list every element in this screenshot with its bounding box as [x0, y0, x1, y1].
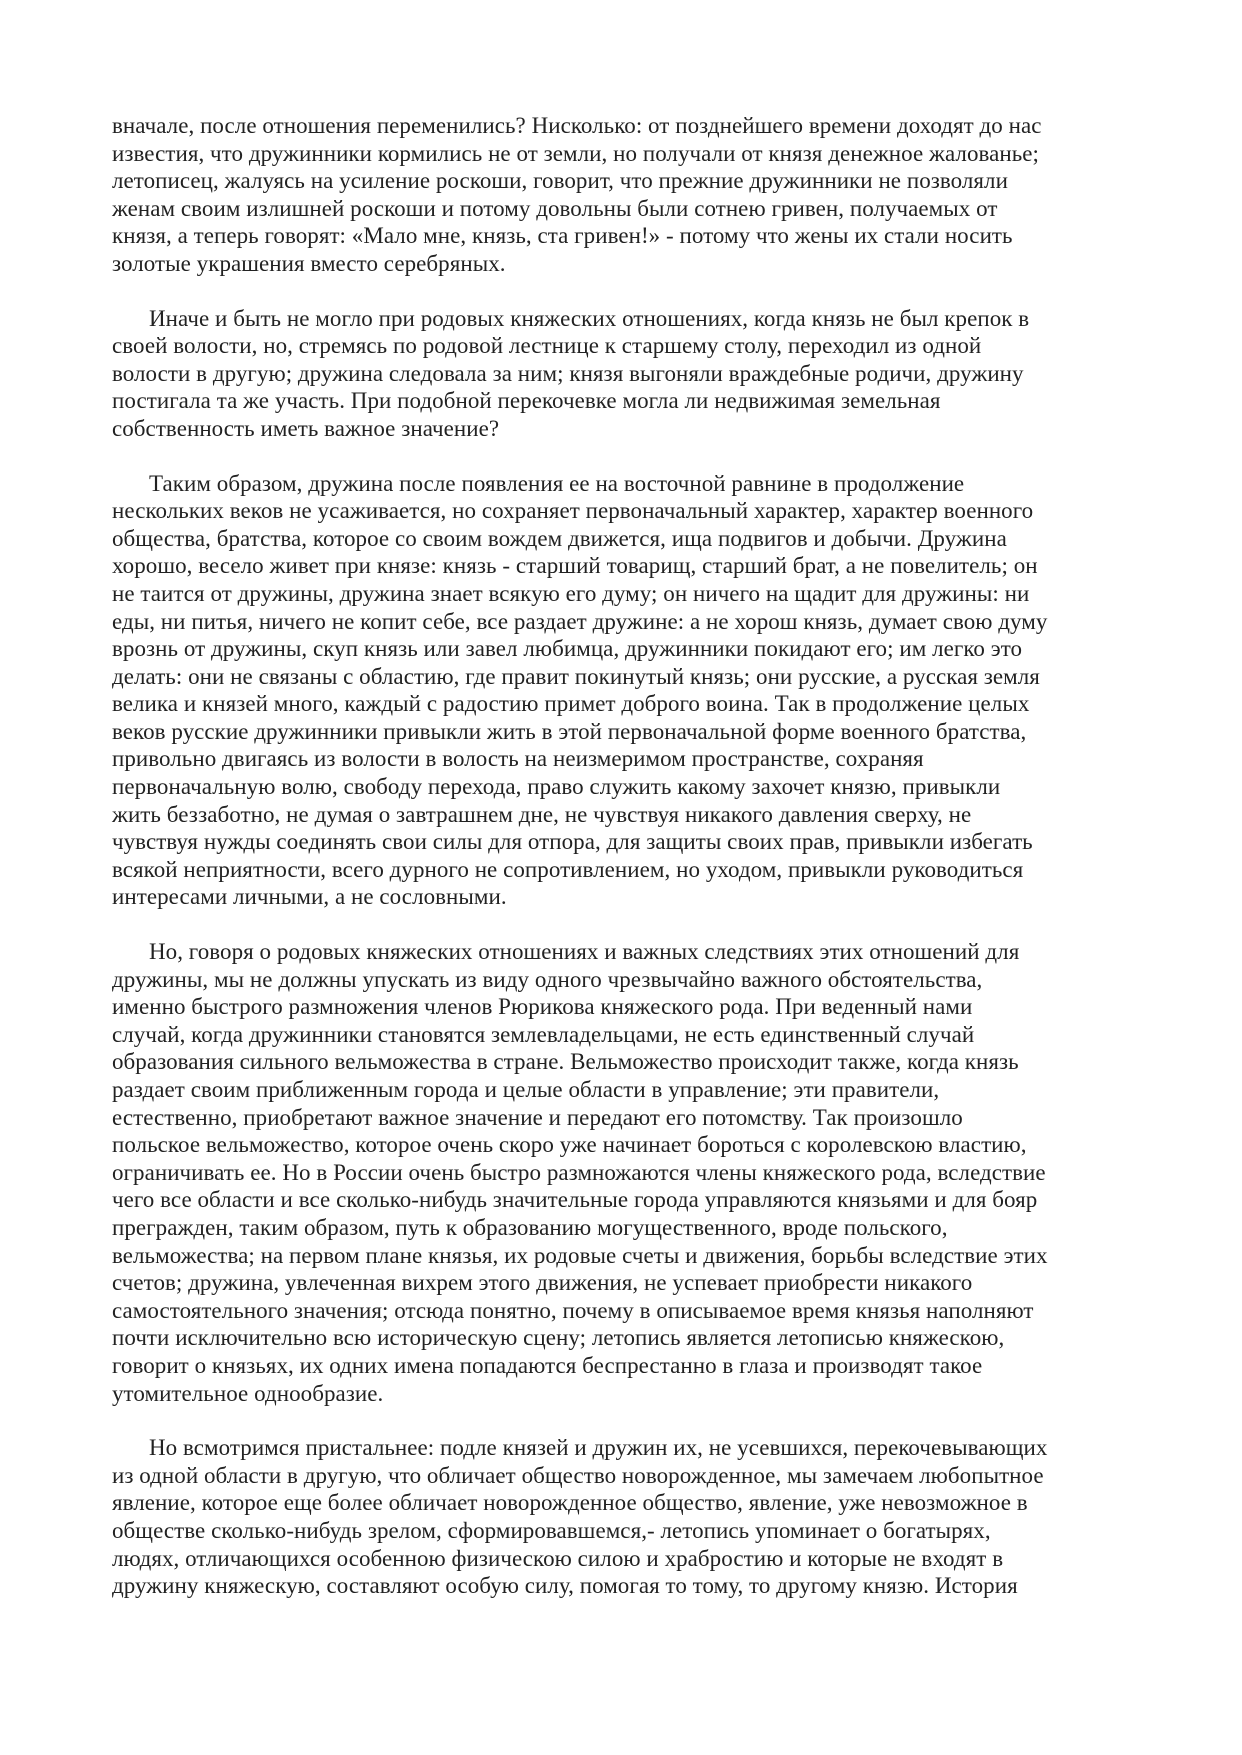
text-line: самостоятельного значения; отсюда понятно, почему в описываемое время князья наполняют: [112, 1297, 1034, 1323]
text-line: Но всмотримся пристальнее: подле князей и дружин их, не усевшихся, перекочевывающих: [149, 1435, 1048, 1461]
text-line: образования сильного вельможества в стране. Вельможество происходит также, когда князь: [112, 1049, 1019, 1075]
text-line: своей волости, но, стремясь по родовой лестнице к старшему столу, переходил из одной: [112, 333, 982, 359]
text-line: привольно двигаясь из волости в волость на неизмеримом пространстве, сохраняя: [112, 746, 924, 772]
text-line: Таким образом, дружина после появления ее на восточной равнине в продолжение: [149, 470, 965, 496]
text-line: велика и князей много, каждый с радостию примет доброго воина. Так в продолжение целых: [112, 691, 1030, 717]
text-line: из одной области в другую, что обличает общество новорожденное, мы замечаем любопытное: [112, 1462, 1044, 1488]
text-line: чего все области и все сколько-нибудь значительные города управляются князьями и для бояр: [112, 1187, 1038, 1213]
text-line: дружины, мы не должны упускать из виду одного чрезвычайно важного обстоятельства,: [112, 966, 983, 992]
text-line: делать: они не связаны с областию, где правит покинутый князь; они русские, а русская земля: [112, 663, 1040, 689]
paragraph-5: [112, 1434, 1132, 1600]
text-line: прегражден, таким образом, путь к образованию могущественного, вроде польского,: [112, 1214, 948, 1240]
text-line: дружину княжескую, составляют особую силу, помогая то тому, то другому князю. История: [112, 1573, 1018, 1599]
text-line: всякой неприятности, всего дурного не сопротивлением, но уходом, привыкли руководиться: [112, 856, 1024, 882]
text-line: именно быстрого размножения членов Рюрикова княжеского рода. При веденный нами: [112, 994, 973, 1020]
text-line: обществе сколько-нибудь зрелом, сформировавшемся,- летопись упоминает о богатырях,: [112, 1517, 991, 1543]
text-line: золотые украшения вместо серебряных.: [112, 250, 506, 276]
paragraph-1: [112, 112, 1132, 278]
text-line: нескольких веков не усаживается, но сохраняет первоначальный характер, характер военного: [112, 498, 1034, 524]
text-line: Но, говоря о родовых княжеских отношениях и важных следствиях этих отношений для: [149, 939, 1020, 965]
text-line: Иначе и быть не могло при родовых княжеских отношениях, когда князь не был крепок в: [149, 305, 1030, 331]
document-page: [112, 112, 1132, 1627]
text-line: женам своим излишней роскоши и потому довольны были сотнею гривен, получаемых от: [112, 195, 998, 221]
text-line: первоначальную волю, свободу перехода, право служить какому захочет князю, привыкли: [112, 774, 1001, 800]
text-line: случай, когда дружинники становятся землевладельцами, не есть единственный случай: [112, 1021, 975, 1047]
text-line: ограничивать ее. Но в России очень быстро размножаются члены княжеского рода, вследствие: [112, 1159, 1046, 1185]
text-line: чувствуя нужды соединять свои силы для отпора, для защиты своих прав, привыкли избегать: [112, 829, 1033, 855]
paragraph-3: [112, 470, 1132, 912]
text-line: хорошо, весело живет при князе: князь - старший товарищ, старший брат, а не повелитель; он: [112, 553, 1038, 579]
text-line: врознь от дружины, скуп князь или завел любимца, дружинники покидают его; им легко это: [112, 636, 1023, 662]
text-line: счетов; дружина, увлеченная вихрем этого движения, не успевает приобрести никакого: [112, 1270, 973, 1296]
text-line: утомительное однообразие.: [112, 1380, 384, 1406]
paragraph-2: [112, 305, 1132, 443]
text-line: общества, братства, которое со своим вождем движется, ища подвигов и добычи. Дружина: [112, 525, 1007, 551]
text-line: собственность иметь важное значение?: [112, 415, 500, 441]
text-line: людях, отличающихся особенною физическою силою и храбростию и которые не входят в: [112, 1545, 1004, 1571]
text-line: говорит о князьях, их одних имена попадаются беспрестанно в глаза и производят такое: [112, 1352, 983, 1378]
text-line: вельможества; на первом плане князья, их родовые счеты и движения, борьбы вследствие этих: [112, 1242, 1048, 1268]
text-line: летописец, жалуясь на усиление роскоши, говорит, что прежние дружинники не позволяли: [112, 168, 1008, 194]
text-line: постигала та же участь. При подобной перекочевке могла ли недвижимая земельная: [112, 388, 941, 414]
text-line: известия, что дружинники кормились не от земли, но получали от князя денежное жалованье;: [112, 140, 1039, 166]
text-line: польское вельможество, которое очень скоро уже начинает бороться с королевскою властию,: [112, 1132, 1027, 1158]
text-line: князя, а теперь говорят: «Мало мне, князь, ста гривен!» - потому что жены их стали носить: [112, 223, 1013, 249]
text-line: интересами личными, а не сословными.: [112, 884, 507, 910]
text-line: вначале, после отношения переменились? Нисколько: от позднейшего времени доходят до нас: [112, 113, 1042, 138]
text-line: еды, ни питья, ничего не копит себе, все раздает дружине: а не хорош князь, думает свою думу: [112, 608, 1048, 634]
text-line: почти исключительно всю историческую сцену; летопись является летописью княжескою,: [112, 1325, 1005, 1351]
text-line: естественно, приобретают важное значение и передают его потомству. Так произошло: [112, 1104, 963, 1130]
text-line: волости в другую; дружина следовала за ним; князя выгоняли враждебные родичи, дружину: [112, 360, 1024, 386]
text-line: веков русские дружинники привыкли жить в этой первоначальной форме военного братства,: [112, 718, 1027, 744]
text-line: явление, которое еще более обличает новорожденное общество, явление, уже невозможное в: [112, 1490, 1028, 1516]
text-line: жить беззаботно, не думая о завтрашнем дне, не чувствуя никакого давления сверху, не: [112, 801, 972, 827]
paragraph-4: [112, 938, 1132, 1407]
text-line: не таится от дружины, дружина знает всякую его думу; он ничего на щадит для дружины: ни: [112, 580, 1030, 606]
text-line: раздает своим приближенным города и целые области в управление; эти правители,: [112, 1077, 940, 1102]
